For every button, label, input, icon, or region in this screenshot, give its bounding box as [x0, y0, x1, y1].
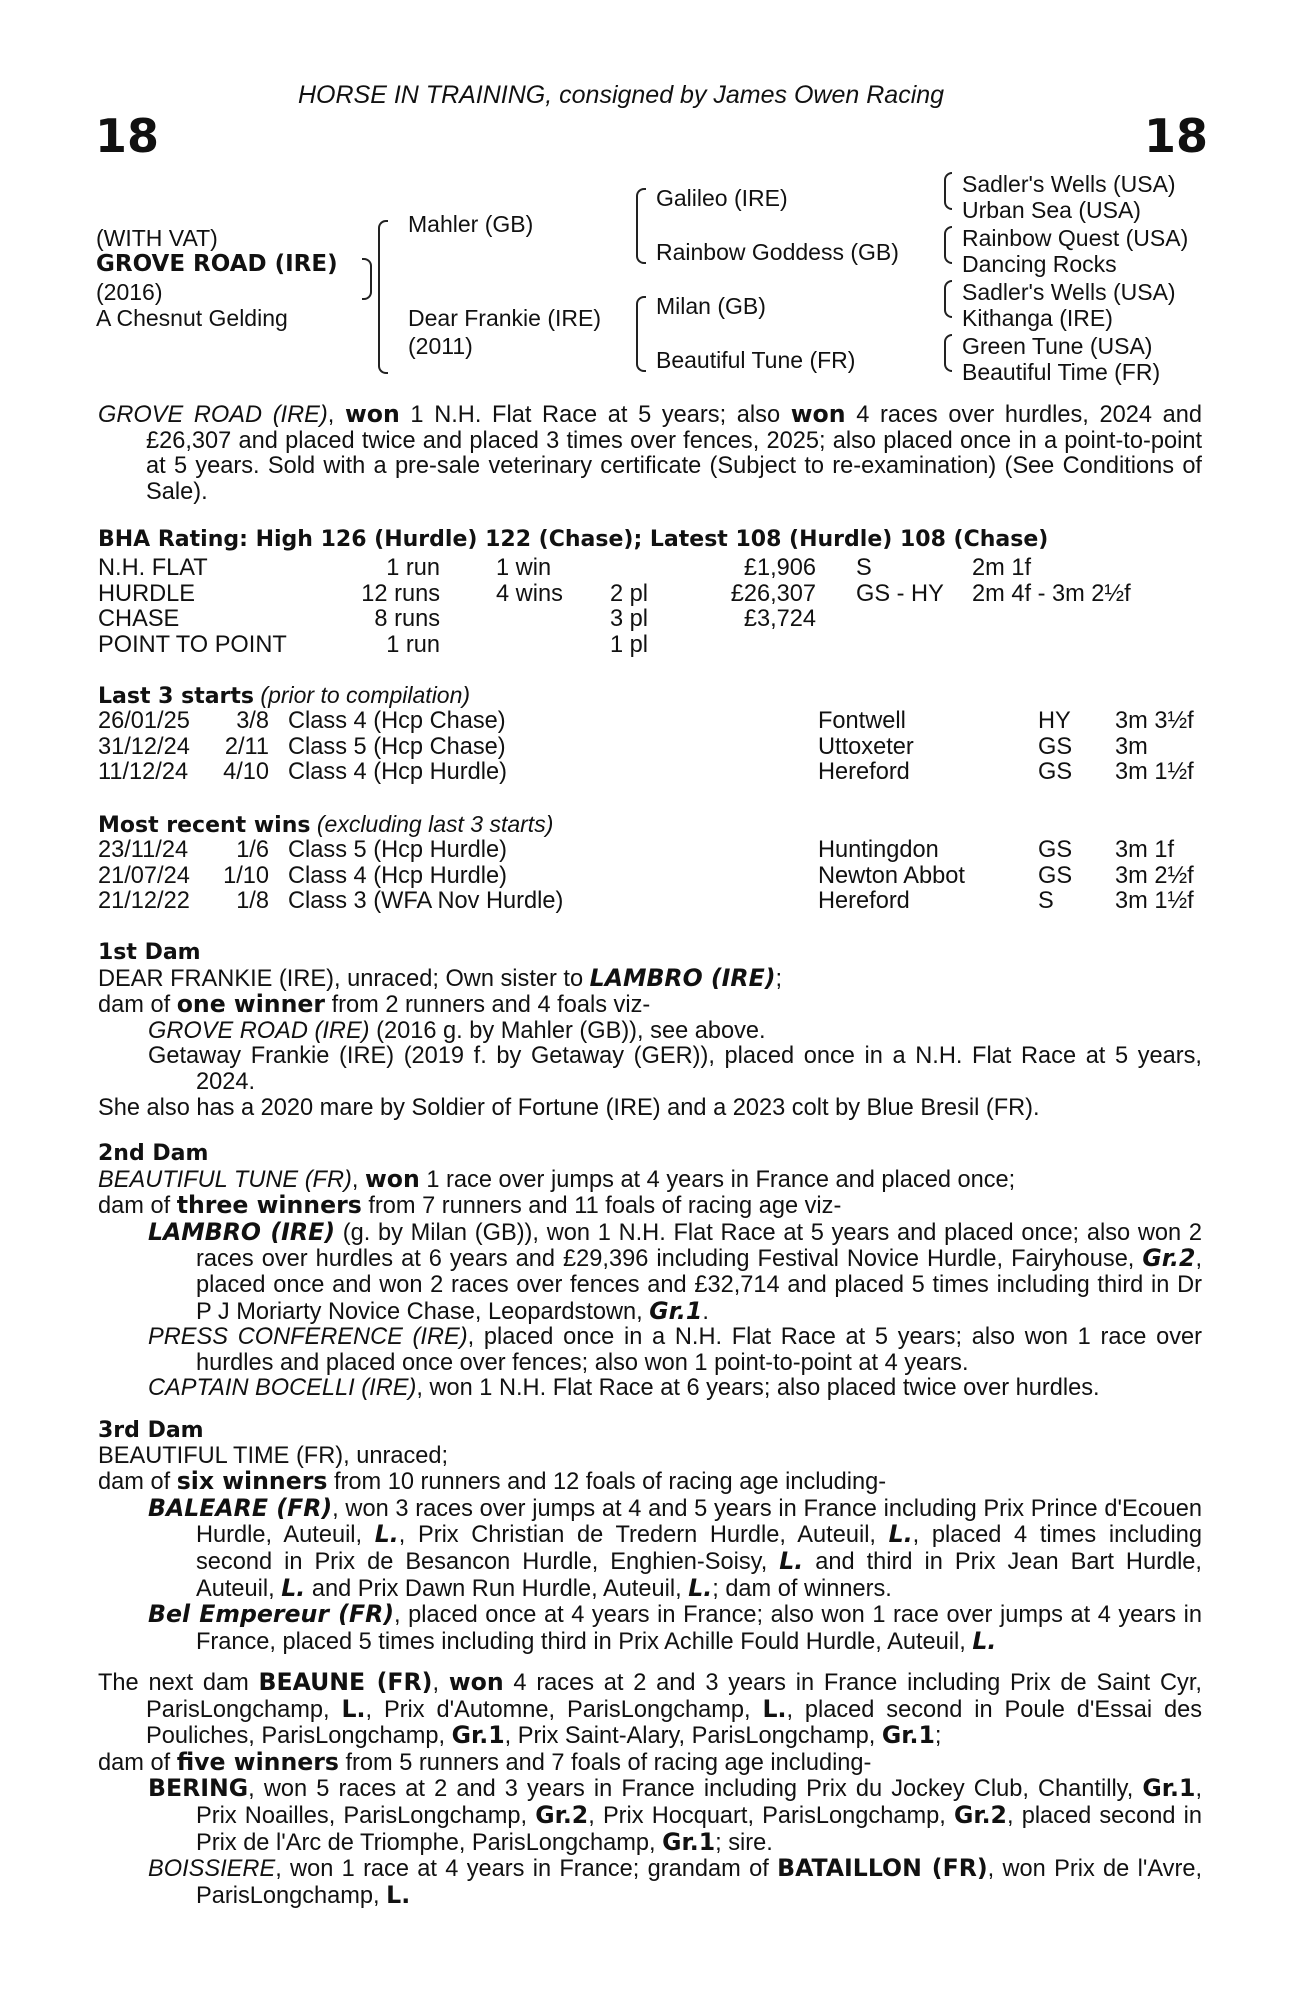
dam3-p1b: , won 3 races over jumps at 4 and 5 years in France including Prix Prince d'Ecouen Hurdle, Auteuil, [196, 1495, 1202, 1549]
cell-course: Fontwell [818, 708, 906, 734]
nd-q1c: Gr.1 [1142, 1774, 1196, 1803]
sire-sire: Galileo (IRE) [656, 185, 788, 211]
nd-q1f: , Prix Hocquart, ParisLongchamp, [588, 1802, 954, 1829]
dam2-progeny1-c: . [702, 1298, 709, 1325]
cell-course: Huntingdon [818, 837, 939, 863]
nd-q1i: Gr.1 [662, 1827, 716, 1856]
dam2-line2-end: from 7 runners and 11 foals of racing age viz- [361, 1193, 842, 1220]
cell-money: £3,724 [743, 606, 816, 633]
lot-number-left: 18 [95, 109, 160, 163]
cell-dist: 2m 4f - 3m 2½f [972, 580, 1131, 607]
dam3-winners: six winners [176, 1467, 328, 1496]
nd-q2b: , won 1 race at 4 years in France; grandam of [275, 1856, 778, 1883]
cell-runs: 1 run [386, 555, 440, 581]
cell-wins: 4 wins [496, 580, 563, 607]
dam2-heading: 2nd Dam [98, 1141, 209, 1166]
brace-parents [378, 220, 388, 374]
dam3-p1d: , Prix Christian de Tredern Hurdle, Auteuil, [398, 1522, 889, 1549]
cell-pl: 3 pl [610, 606, 649, 633]
nd-q1j: ; sire. [715, 1829, 773, 1856]
dam3-p1i: L. [281, 1573, 306, 1602]
nd-h: L. [762, 1694, 787, 1723]
cell-runs: 1 run [386, 631, 440, 658]
cell-runs: 12 runs [361, 580, 440, 607]
brace-ss [944, 172, 952, 210]
dam2-progeny2: , placed once in a N.H. Flat Race at 5 years; also won 1 race over hurdles and placed once over fences; also won 1 point-to-point at 4 years. [196, 1324, 1202, 1376]
cell-dist: 3m 3½f [1115, 708, 1194, 734]
recent-heading-line [98, 812, 553, 837]
cell-pos: 4/10 [223, 759, 269, 786]
nd-q1h: , placed second in Prix de l'Arc de Triomphe, ParisLongchamp, [196, 1802, 1202, 1856]
dam2-line2: dam of [98, 1193, 177, 1220]
nd-j: Gr.1 [451, 1721, 505, 1750]
dam1-progeny2: Getaway Frankie (IRE) (2019 f. by Getaway (GER)), placed once in a N.H. Flat Race at 5 years, 2024. [148, 1043, 1202, 1095]
dam3-p1f: , placed 4 times including second in Prix de Besancon Hurdle, Enghien-Soisy, [196, 1522, 1202, 1575]
dam3-p2c: L. [972, 1626, 997, 1655]
cell-dist: 3m 2½f [1115, 862, 1194, 889]
next-dam-section [98, 1670, 1202, 1909]
cell-race: Class 5 (Hcp Chase) [288, 733, 506, 760]
dam2-won: won [365, 1164, 420, 1193]
cell-dist: 3m 1½f [1115, 759, 1194, 786]
vat-label: (WITH VAT) [96, 225, 218, 251]
cell-going: HY [1038, 708, 1071, 734]
dam2-sep: , [351, 1166, 365, 1193]
cell-money: £1,906 [743, 555, 816, 581]
cell-runs: 8 runs [374, 606, 440, 633]
cell-type: POINT TO POINT [98, 631, 287, 658]
gen3-5: Sadler's Wells (USA) [962, 279, 1176, 305]
nd-progeny1-name: BERING [148, 1774, 249, 1803]
dam1-line1-end: ; [775, 965, 783, 992]
dam-sire: Milan (GB) [656, 293, 766, 319]
dam2-progeny3: , won 1 N.H. Flat Race at 6 years; also placed twice over hurdles. [416, 1375, 1100, 1402]
dam2-progeny1-b: , placed once and won 2 races over fences and £32,714 and placed 5 times including third in Dr P J Moriarty Novice Chase, Leopardstown, [196, 1246, 1202, 1325]
gen3-4: Dancing Rocks [962, 251, 1117, 277]
bha-rating: BHA Rating: High 126 (Hurdle) 122 (Chase); Latest 108 (Hurdle) 108 (Chase) [98, 527, 1049, 552]
dam3-p1k: L. [688, 1573, 713, 1602]
dam1-section [98, 940, 1202, 1121]
dam3-p1h: and third in Prix Jean Bart Hurdle, Auteuil, [196, 1548, 1202, 1602]
cell-pl: 1 pl [610, 631, 649, 658]
summary-text-2: 4 races over hurdles, 2024 and £26,307 and placed twice and placed 3 times over fences, 2025; also placed once in a point-to-point at 5 years. Sold with a pre-sale veterinary certificate (Subject to re-examination) (See Conditions of Sale). [146, 402, 1202, 505]
page-title: HORSE IN TRAINING, consigned by James Owen Racing [298, 81, 945, 109]
cell-going: GS - HY [856, 580, 944, 607]
nd-won: won [448, 1668, 504, 1696]
horse-description: A Chesnut Gelding [96, 305, 288, 331]
cell-pos: 2/11 [224, 733, 269, 760]
nd-q1e: Gr.2 [535, 1800, 589, 1829]
nd-i: , placed second in Poule d'Essai des Pouliches, ParisLongchamp, [146, 1696, 1202, 1750]
gen3-2: Urban Sea (USA) [962, 197, 1141, 223]
won-label: won [344, 400, 400, 428]
nd-q2c: BATAILLON (FR) [777, 1854, 988, 1883]
dam1-progeny1: (2016 g. by Mahler (GB)), see above. [369, 1017, 766, 1044]
nd-name: BEAUNE (FR) [258, 1668, 433, 1696]
dam3-p1j: and Prix Dawn Run Hurdle, Auteuil, [305, 1575, 689, 1602]
dam-year: (2011) [408, 333, 473, 359]
horse-name: GROVE ROAD (IRE) [96, 251, 338, 277]
nd-q2e: L. [386, 1880, 411, 1909]
summary-horse-name: GROVE ROAD (IRE) [98, 402, 328, 428]
brace-ds [944, 280, 952, 318]
cell-dist: 3m 1½f [1115, 888, 1194, 915]
cell-going: GS [1038, 862, 1073, 889]
cell-course: Hereford [818, 759, 910, 786]
cell-course: Hereford [818, 888, 910, 915]
dam2-name: BEAUTIFUL TUNE (FR) [98, 1166, 352, 1193]
cell-wins: 1 win [496, 555, 552, 581]
dam3-p1l: ; dam of winners. [712, 1575, 892, 1602]
dam2-line1: 1 race over jumps at 4 years in France and placed once; [419, 1166, 1016, 1193]
dam1-heading: 1st Dam [98, 940, 201, 965]
brace-dam-parents [636, 296, 646, 372]
dam-dam: Beautiful Tune (FR) [656, 347, 856, 373]
nd-q1d: , Prix Noailles, ParisLongchamp, [196, 1776, 1202, 1829]
cell-going: GS [1038, 733, 1073, 760]
dam2-progeny1-a: (g. by Milan (GB)), won 1 N.H. Flat Race at 5 years and placed once; also won 2 races over hurdles at 6 years and £29,396 including Festival Novice Hurdle, Fairyhouse, [196, 1219, 1202, 1273]
dam1-line2-end: from 2 runners and 4 foals viz- [325, 992, 651, 1019]
recent-note: (excluding last 3 starts) [316, 811, 554, 837]
dam1-winners: one winner [176, 990, 326, 1019]
cell-race: Class 4 (Hcp Hurdle) [288, 862, 507, 889]
dam3-line1: BEAUTIFUL TIME (FR), unraced; [98, 1442, 449, 1469]
gen3-1: Sadler's Wells (USA) [962, 171, 1176, 197]
brace-horse [362, 258, 372, 300]
sire-dam: Rainbow Goddess (GB) [656, 239, 899, 265]
cell-race: Class 3 (WFA Nov Hurdle) [288, 888, 564, 915]
dam3-progeny2-name: Bel Empereur (FR) [148, 1600, 395, 1629]
cell-dist: 3m 1f [1115, 837, 1175, 863]
cell-pl: 2 pl [610, 580, 649, 607]
cell-going: S [1038, 888, 1054, 915]
nd-l: Gr.1 [881, 1721, 935, 1750]
cell-course: Newton Abbot [818, 862, 965, 889]
dam2-winners: three winners [176, 1191, 362, 1220]
cell-course: Uttoxeter [818, 733, 914, 760]
nd-progeny2-name: BOISSIERE [148, 1856, 276, 1883]
recent-heading: Most recent wins [98, 813, 311, 838]
last3-heading: Last 3 starts [98, 684, 255, 709]
nd-c: , [432, 1670, 449, 1696]
cell-going: GS [1038, 837, 1073, 863]
cell-type: CHASE [98, 606, 180, 633]
cell-pos: 1/6 [236, 837, 269, 863]
brace-sire-parents [636, 188, 646, 264]
brace-sd [944, 226, 952, 264]
dam2-progeny1-name: LAMBRO (IRE) [148, 1217, 335, 1246]
dam1-line2: dam of [98, 992, 177, 1019]
cell-date: 26/01/25 [98, 708, 190, 734]
cell-date: 23/11/24 [98, 837, 189, 863]
nd-winners: five winners [176, 1747, 339, 1776]
gen3-8: Beautiful Time (FR) [962, 359, 1161, 385]
nd-q1b: , won 5 races at 2 and 3 years in France including Prix du Jockey Club, Chantilly, [248, 1776, 1143, 1803]
nd-e: 4 races at 2 and 3 years in France including Prix de Saint Cyr, ParisLongchamp, [146, 1670, 1202, 1723]
nd-a: The next dam [98, 1670, 259, 1696]
last3-note: (prior to compilation) [260, 682, 471, 708]
dam1-sibling: LAMBRO (IRE) [589, 963, 776, 992]
cell-type: N.H. FLAT [98, 555, 208, 581]
dam2-progeny1-grade2: Gr.1 [649, 1296, 703, 1325]
dam: Dear Frankie (IRE) [408, 305, 601, 331]
dam3-p2b: , placed once at 4 years in France; also won 1 race over jumps at 4 years in France, placed 5 times including third in Prix Achille Fould Hurdle, Auteuil, [196, 1602, 1203, 1655]
cell-pos: 1/8 [236, 888, 269, 915]
last3-heading-line [98, 683, 470, 708]
cell-money: £26,307 [730, 580, 816, 607]
nd-k: , Prix Saint-Alary, ParisLongchamp, [504, 1723, 882, 1750]
sire: Mahler (GB) [408, 211, 534, 237]
dam3-progeny1-name: BALEARE (FR) [148, 1493, 333, 1522]
cell-type: HURDLE [98, 580, 196, 607]
dam2-section [98, 1141, 1202, 1402]
dam2-progeny2-name: PRESS CONFERENCE (IRE) [148, 1324, 468, 1351]
dam3-heading: 3rd Dam [98, 1418, 204, 1443]
dam2-progeny1-grade1: Gr.2 [1142, 1244, 1196, 1273]
cell-date: 21/07/24 [98, 862, 190, 889]
dam1-progeny1-name: GROVE ROAD (IRE) [148, 1017, 370, 1044]
nd-p: from 5 runners and 7 foals of racing age including- [338, 1749, 872, 1776]
nd-m: ; [934, 1723, 942, 1750]
dam3-line2: dam of [98, 1469, 177, 1496]
nd-n: dam of [98, 1749, 177, 1776]
cell-date: 31/12/24 [98, 733, 190, 760]
horse-year: (2016) [96, 279, 163, 305]
lot-number-right: 18 [1144, 109, 1209, 163]
cell-dist: 3m [1115, 733, 1148, 760]
cell-race: Class 4 (Hcp Hurdle) [288, 759, 507, 786]
gen3-7: Green Tune (USA) [962, 333, 1153, 359]
cell-going: S [856, 555, 872, 581]
cell-date: 11/12/24 [98, 759, 189, 786]
dam3-p1g: L. [779, 1546, 804, 1575]
dam3-section [98, 1418, 1202, 1655]
summary-text-1: 1 N.H. Flat Race at 5 years; also [399, 402, 791, 428]
dam3-line2-end: from 10 runners and 12 foals of racing age including- [327, 1469, 887, 1496]
cell-going: GS [1038, 759, 1073, 786]
nd-q2d: , won Prix de l'Avre, ParisLongchamp, [196, 1856, 1202, 1909]
dam3-p1c: L. [374, 1520, 399, 1549]
cell-race: Class 4 (Hcp Chase) [288, 708, 506, 734]
dam1-line1: DEAR FRANKIE (IRE), unraced; Own sister to [98, 965, 590, 992]
cell-date: 21/12/22 [98, 888, 190, 915]
dam3-p1e: L. [888, 1520, 913, 1549]
gen3-6: Kithanga (IRE) [962, 305, 1113, 331]
dam1-also: She also has a 2020 mare by Soldier of Fortune (IRE) and a 2023 colt by Blue Bresil (FR). [98, 1094, 1040, 1121]
won-label-2: won [790, 400, 846, 428]
nd-f: L. [341, 1694, 366, 1723]
brace-dd [944, 334, 952, 372]
cell-pos: 1/10 [223, 862, 269, 889]
gen3-3: Rainbow Quest (USA) [962, 225, 1189, 251]
dam2-progeny3-name: CAPTAIN BOCELLI (IRE) [148, 1375, 417, 1402]
cell-dist: 2m 1f [972, 555, 1032, 581]
summary-paragraph: GROVE ROAD (IRE), won 1 N.H. Flat Race at 5 years; also won 4 races over hurdles, 2024 and £26,307 and placed twice and placed 3 times over fences, 2025; also placed once in a point-to-point at 5 years. Sold with a pre-sale veterinary certificate (Subject to re-examination) (See Conditions of Sale). [98, 400, 1202, 505]
cell-pos: 3/8 [236, 708, 269, 734]
cell-race: Class 5 (Hcp Hurdle) [288, 837, 507, 863]
nd-g: , Prix d'Automne, ParisLongchamp, [365, 1696, 763, 1723]
nd-q1g: Gr.2 [953, 1800, 1007, 1829]
